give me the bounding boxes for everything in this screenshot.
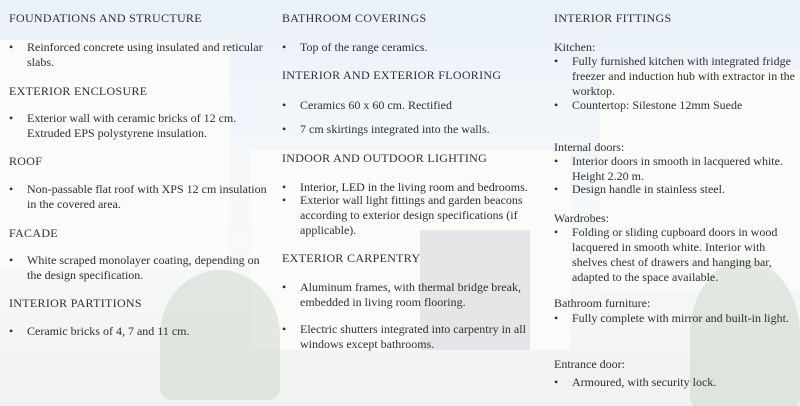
group-label: Internal doors: bbox=[554, 140, 625, 154]
section-title: BATHROOM COVERINGS bbox=[282, 11, 427, 25]
section-title: INTERIOR FITTINGS bbox=[554, 11, 672, 25]
list-item: • Countertop: Silestone 12mm Suede bbox=[554, 98, 800, 113]
list-item: • Exterior wall light fittings and garden beacons according to exterior design specifications (if applicable). bbox=[282, 193, 536, 238]
list-item: • Fully furnished kitchen with integrated fridge freezer and induction hub with extractor in the worktop. bbox=[554, 54, 800, 99]
section-title: INTERIOR AND EXTERIOR FLOORING bbox=[282, 68, 502, 82]
group-label: Kitchen: bbox=[554, 40, 596, 54]
group-label: Entrance door: bbox=[554, 357, 625, 371]
group-label: Bathroom furniture: bbox=[554, 296, 651, 310]
list-item: • Fully complete with mirror and built-in light. bbox=[554, 311, 800, 326]
list-item: • White scraped monolayer coating, depending on the design specification. bbox=[9, 253, 271, 283]
list-item: • Exterior wall with ceramic bricks of 12 cm. Extruded EPS polystyrene insulation. bbox=[9, 111, 271, 141]
list-item: • Electric shutters integrated into carpentry in all windows except bathrooms. bbox=[282, 322, 540, 352]
section-title: INTERIOR PARTITIONS bbox=[9, 296, 142, 310]
section-title: FACADE bbox=[9, 226, 58, 240]
list-item: • Folding or sliding cupboard doors in wood lacquered in smooth white. Interior with shelves chest of drawers and hanging bar, adapted to the space available. bbox=[554, 225, 800, 285]
list-item: • Aluminum frames, with thermal bridge break, embedded in living room flooring. bbox=[282, 280, 540, 310]
list-item: • Ceramic bricks of 4, 7 and 11 cm. bbox=[9, 324, 271, 339]
list-item: • Reinforced concrete using insulated and reticular slabs. bbox=[9, 40, 271, 70]
list-item: • Interior doors in smooth in lacquered white. Height 2.20 m. bbox=[554, 154, 800, 184]
list-item: • Top of the range ceramics. bbox=[282, 40, 544, 55]
list-item: • Ceramics 60 x 60 cm. Rectified bbox=[282, 98, 544, 113]
section-title: FOUNDATIONS AND STRUCTURE bbox=[9, 11, 202, 25]
list-item: • Interior, LED in the living room and bedrooms. bbox=[282, 180, 544, 195]
group-label: Wardrobes: bbox=[554, 211, 610, 225]
list-item: • 7 cm skirtings integrated into the walls. bbox=[282, 122, 544, 137]
list-item: • Design handle in stainless steel. bbox=[554, 182, 800, 197]
section-title: INDOOR AND OUTDOOR LIGHTING bbox=[282, 151, 488, 165]
section-title: EXTERIOR ENCLOSURE bbox=[9, 84, 148, 98]
section-title: EXTERIOR CARPENTRY bbox=[282, 251, 421, 265]
section-title: ROOF bbox=[9, 154, 43, 168]
list-item: • Non-passable flat roof with XPS 12 cm insulation in the covered area. bbox=[9, 182, 275, 212]
list-item: • Armoured, with security lock. bbox=[554, 375, 800, 390]
